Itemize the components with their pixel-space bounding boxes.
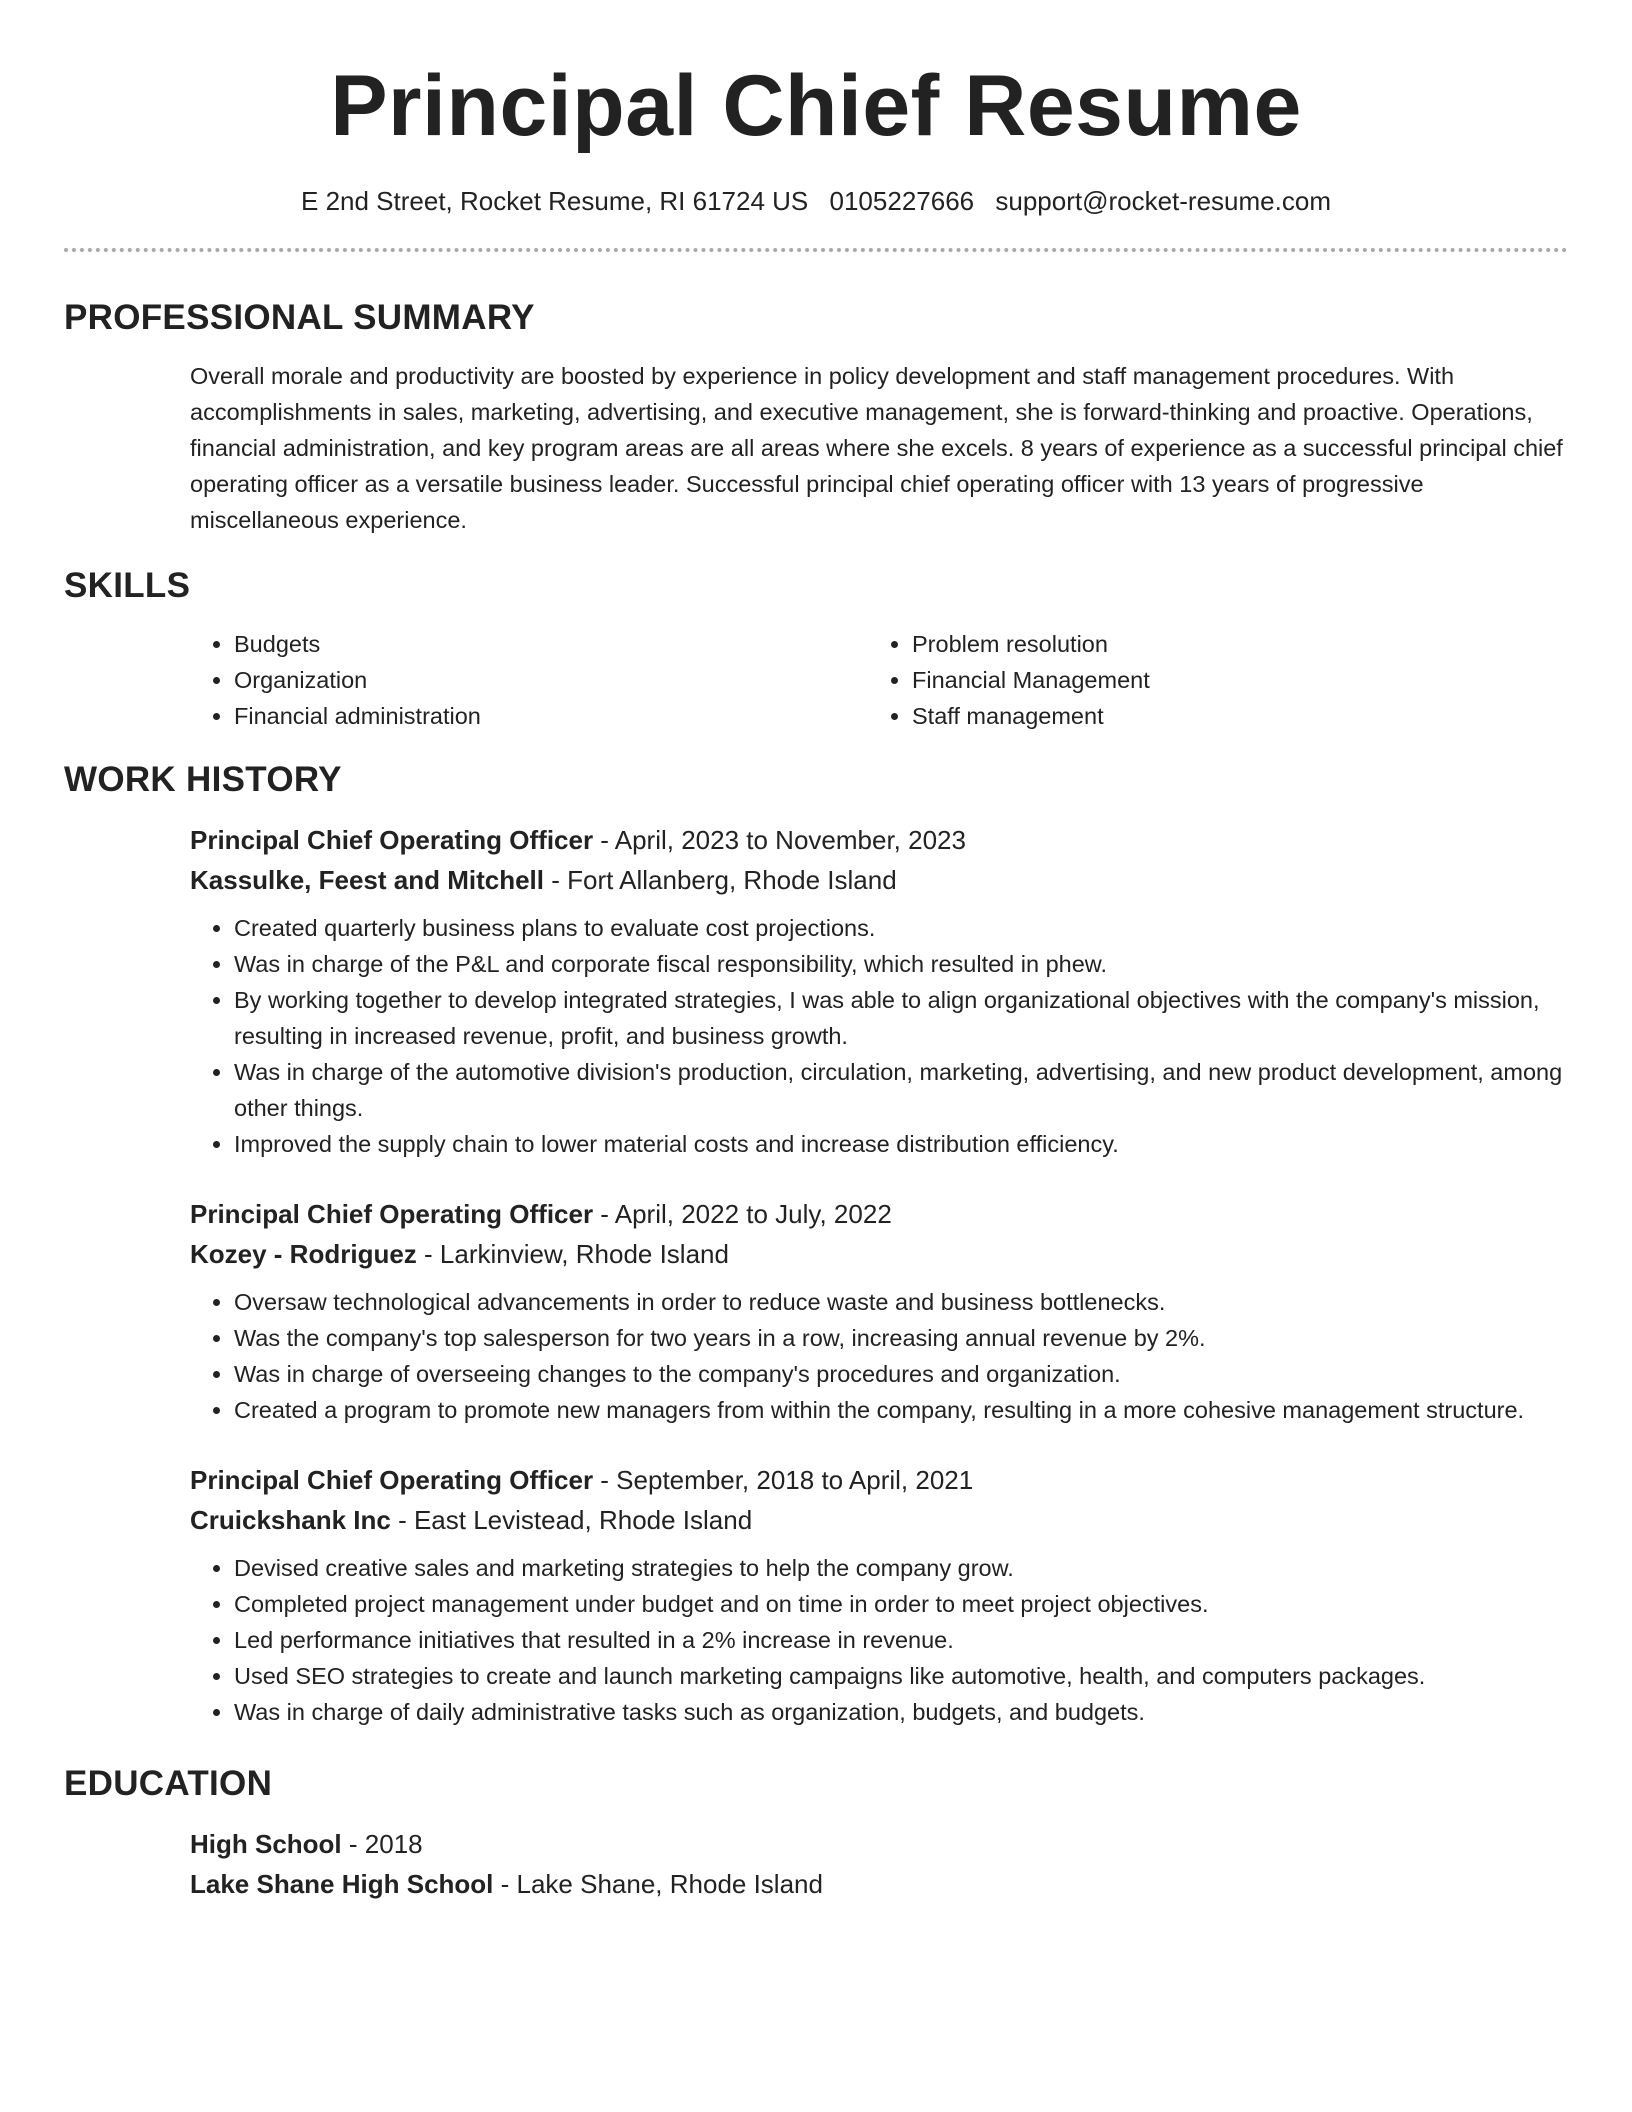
section-title-education: EDUCATION (64, 1764, 273, 1803)
skill-item: • Problem resolution (912, 626, 1150, 662)
job-bullet: • By working together to develop integrated strategies, I was able to align organizational objectives with the company's mission, resulting in increased revenue, profit, and business growth. (234, 982, 1568, 1054)
resume-name: Principal Chief Resume (330, 58, 1302, 154)
summary-text: Overall morale and productivity are boosted by experience in policy development and staff management procedures. With accomplishments in sales, marketing, advertising, and executive management, she is forward-thinking and proactive. Operations, financial administration, and key program areas are all areas where she excels. 8 years of experience as a successful principal chief operating officer as a versatile business leader. Successful principal chief operating officer with 13 years of progressive miscellaneous experience. (190, 363, 1563, 533)
section-title-summary: PROFESSIONAL SUMMARY (64, 298, 535, 337)
job-bullet: • Used SEO strategies to create and launch marketing campaigns like automotive, health, and computers packages. (234, 1658, 1568, 1694)
skill-item: • Financial Management (912, 662, 1150, 698)
employer-name: Kozey - Rodriguez (190, 1239, 417, 1269)
job-title-line (190, 1460, 1568, 1500)
employer-name: Kassulke, Feest and Mitchell (190, 865, 545, 895)
job-bullet: • Was in charge of the automotive division's production, circulation, marketing, advertising, and new product development, among other things. (234, 1054, 1568, 1126)
skill-item: • Financial administration (234, 698, 868, 734)
contact-address: E 2nd Street, Rocket Resume, RI 61724 US (301, 186, 809, 216)
job-title: Principal Chief Operating Officer (190, 1199, 594, 1229)
job-dates: - April, 2022 to July, 2022 (593, 1199, 892, 1229)
skills-column-right (868, 626, 1150, 734)
job-bullet: • Led performance initiatives that resulted in a 2% increase in revenue. (234, 1622, 1568, 1658)
education-school-line (190, 1864, 1568, 1904)
employer-line (190, 1500, 1568, 1540)
education-entry (190, 1824, 1568, 1904)
job-title: Principal Chief Operating Officer (190, 825, 594, 855)
job-title-line (190, 1194, 1568, 1234)
skills-list (190, 626, 1568, 734)
job-dates: - September, 2018 to April, 2021 (593, 1465, 974, 1495)
job-bullet: • Devised creative sales and marketing strategies to help the company grow. (234, 1550, 1568, 1586)
job-entry (190, 1194, 1568, 1428)
employer-line (190, 1234, 1568, 1274)
education-location: - Lake Shane, Rhode Island (493, 1869, 823, 1899)
skill-item: • Budgets (234, 626, 868, 662)
job-bullets (190, 1284, 1568, 1428)
employer-name: Cruickshank Inc (190, 1505, 391, 1535)
education-degree-line (190, 1824, 1568, 1864)
job-bullet: • Was the company's top salesperson for two years in a row, increasing annual revenue by 2%. (234, 1320, 1568, 1356)
education-degree: High School (190, 1829, 342, 1859)
job-bullet: • Completed project management under budget and on time in order to meet project objectives. (234, 1586, 1568, 1622)
job-bullet: • Was in charge of the P&L and corporate fiscal responsibility, which resulted in phew. (234, 946, 1568, 982)
employer-line (190, 860, 1568, 900)
employer-location: - Larkinview, Rhode Island (416, 1239, 729, 1269)
job-bullet: • Created quarterly business plans to evaluate cost projections. (234, 910, 1568, 946)
section-title-work-history: WORK HISTORY (64, 760, 342, 799)
job-bullets (190, 1550, 1568, 1730)
education-year: - 2018 (341, 1829, 423, 1859)
employer-location: - East Levistead, Rhode Island (390, 1505, 753, 1535)
job-bullet: • Improved the supply chain to lower material costs and increase distribution efficiency. (234, 1126, 1568, 1162)
job-bullet: • Oversaw technological advancements in order to reduce waste and business bottlenecks. (234, 1284, 1568, 1320)
contact-info (64, 184, 1568, 218)
job-bullets (190, 910, 1568, 1162)
skill-item: • Organization (234, 662, 868, 698)
contact-phone: 0105227666 (829, 186, 975, 216)
job-bullet: • Was in charge of overseeing changes to the company's procedures and organization. (234, 1356, 1568, 1392)
header-divider (64, 248, 1568, 252)
employer-location: - Fort Allanberg, Rhode Island (544, 865, 897, 895)
skill-item: • Staff management (912, 698, 1150, 734)
skills-column-left (190, 626, 868, 734)
job-bullet: • Created a program to promote new managers from within the company, resulting in a more cohesive management structure. (234, 1392, 1568, 1428)
job-entry (190, 820, 1568, 1162)
contact-email: support@rocket-resume.com (995, 186, 1331, 216)
job-bullet: • Was in charge of daily administrative tasks such as organization, budgets, and budgets. (234, 1694, 1568, 1730)
job-title: Principal Chief Operating Officer (190, 1465, 594, 1495)
education-school: Lake Shane High School (190, 1869, 494, 1899)
job-title-line (190, 820, 1568, 860)
section-title-skills: SKILLS (64, 566, 191, 605)
job-entry (190, 1460, 1568, 1730)
job-dates: - April, 2023 to November, 2023 (593, 825, 966, 855)
